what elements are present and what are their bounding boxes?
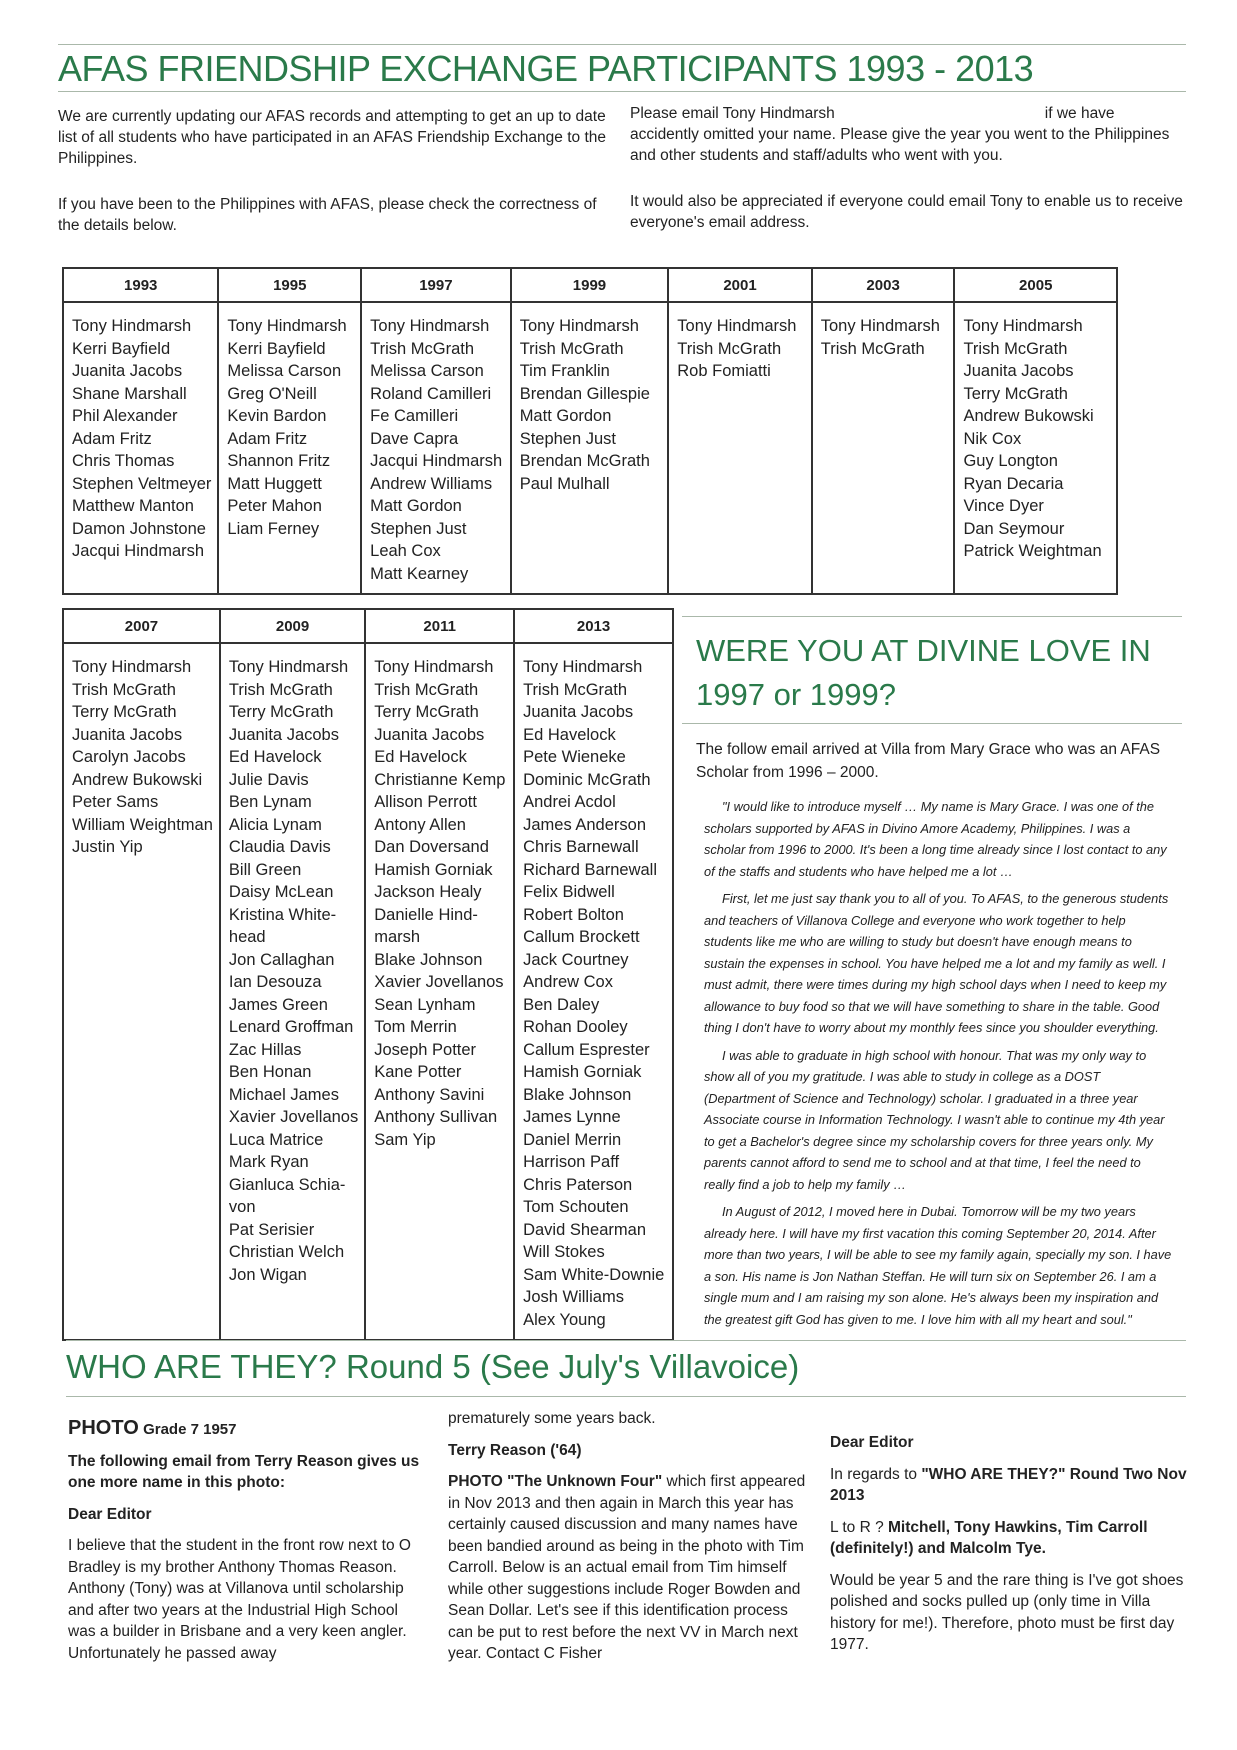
participant-name: Tony Hindmarsh — [72, 658, 192, 676]
participant-name: Alicia Lynam — [228, 815, 322, 834]
year-names-cell — [511, 302, 669, 594]
participant-name: Trish McGrath — [374, 680, 479, 699]
participant-name: Kristina White- — [228, 905, 337, 924]
participant-name: Blake Johnson — [374, 950, 483, 969]
photo-label: PHOTO "The Unknown Four" — [448, 1473, 663, 1490]
participant-name: Trish McGrath — [72, 680, 176, 699]
who-column-3 — [830, 1432, 1190, 1666]
year-header: 2003 — [812, 268, 955, 302]
who-column-1 — [68, 1418, 428, 1674]
page-title: AFAS FRIENDSHIP EXCHANGE PARTICIPANTS 1993 - 2013 — [58, 48, 1034, 89]
participant-name: Jacqui Hindmarsh — [370, 452, 503, 470]
participant-name: Ben Daley — [523, 995, 600, 1014]
email-request-text: Please email Tony Hindmarsh — [630, 105, 835, 122]
participant-name: Adam Fritz — [72, 429, 152, 448]
participant-name: Juanita Jacobs — [72, 725, 183, 744]
participant-name: William Weightman — [72, 815, 213, 834]
participant-name: Matt Huggett — [227, 474, 322, 493]
participant-name: Terry McGrath — [228, 703, 334, 721]
year-names-cell — [63, 302, 218, 594]
participant-name: Kevin Bardon — [227, 407, 327, 425]
year-names-cell — [218, 302, 361, 594]
participant-name: Nik Cox — [963, 429, 1022, 448]
participant-name: Melissa Carson — [227, 362, 342, 380]
divine-love-intro: The follow email arrived at Villa from Mary Grace who was an AFAS Scholar from 1996 – 2000. — [696, 741, 1161, 781]
participant-name: Ed Havelock — [523, 725, 616, 744]
participant-name: James Anderson — [523, 815, 646, 834]
participant-name: Roland Camilleri — [370, 384, 492, 403]
participant-name: Jack Courtney — [523, 950, 629, 969]
participant-name: Callum Brockett — [523, 928, 640, 946]
participant-name: Antony Allen — [374, 815, 466, 834]
year-names-cell — [812, 302, 955, 594]
participant-name: Tony Hindmarsh — [227, 317, 347, 335]
year-header: 2013 — [514, 609, 673, 643]
year-header: 2011 — [365, 609, 514, 643]
participant-name: Trish McGrath — [963, 339, 1068, 358]
year-header-row — [63, 268, 1117, 302]
participant-name: Melissa Carson — [370, 362, 484, 380]
participant-name: Xavier Jovellanos — [374, 973, 504, 991]
who-section-top-rule — [66, 1340, 1186, 1341]
participant-name: Trish McGrath — [677, 339, 782, 358]
participant-name: Chris Paterson — [523, 1175, 633, 1194]
participant-name: Tom Merrin — [374, 1018, 457, 1036]
year-names-cell — [220, 643, 365, 1340]
participant-name: Liam Ferney — [227, 519, 320, 538]
participant-name: Adam Fritz — [227, 429, 308, 448]
participant-name: Vince Dyer — [963, 497, 1044, 515]
participant-name: Richard Barnewall — [523, 860, 657, 879]
participant-name: Matthew Manton — [72, 497, 194, 515]
participant-name: Leah Cox — [370, 542, 441, 560]
participant-name: Robert Bolton — [523, 905, 624, 924]
email-paragraph: I was able to graduate in high school with honour. That was my only way to show all of you my gratitude. I was able to study in college as a DOST (Department of Science and Technology) scholar. I graduated in a three year Associate course in Information Technology. I wasn't able to continue my 4th year to get a Bachelor's degree since my scholarship covers for three years only. My parents cannot afford to send me to school and at that time, I feel the need to really find a job to help my family … — [704, 1047, 1165, 1192]
participant-name: Kerri Bayfield — [227, 339, 326, 358]
participant-name: Anthony Sullivan — [374, 1108, 498, 1126]
participant-name: Tony Hindmarsh — [519, 317, 639, 335]
participant-name: Greg O'Neill — [227, 384, 317, 403]
regards-text: In regards to — [830, 1465, 922, 1483]
who-are-they-heading: WHO ARE THEY? Round 5 (See July's Villavoice) — [66, 1348, 800, 1385]
names-row — [63, 302, 1117, 594]
participant-name: Tony Hindmarsh — [228, 658, 349, 676]
participant-name: Claudia Davis — [228, 838, 331, 856]
participant-name: Sean Lynham — [374, 995, 476, 1014]
divine-love-heading: WERE YOU AT DIVINE LOVE IN 1997 or 1999? — [682, 616, 1182, 724]
participant-name: Tom Schouten — [523, 1198, 629, 1216]
participant-name: Danielle Hind- — [374, 905, 478, 924]
participant-name: Daniel Merrin — [523, 1130, 622, 1149]
participant-name: Pete Wieneke — [523, 748, 626, 766]
participant-name: Stephen Just — [519, 429, 617, 448]
participant-name: Bill Green — [228, 860, 302, 879]
participant-name: Juanita Jacobs — [374, 725, 485, 744]
participant-name: James Lynne — [523, 1108, 621, 1126]
participant-name: Chris Thomas — [72, 452, 175, 470]
participant-name: Tony Hindmarsh — [72, 317, 192, 335]
year-header: 1997 — [361, 268, 511, 302]
participant-name: Carolyn Jacobs — [72, 748, 186, 766]
participant-name: Damon Johnstone — [72, 519, 206, 538]
names-list: Mitchell, Tony Hawkins, Tim Carroll (definitely!) and Malcolm Tye. — [830, 1518, 1148, 1557]
intro-paragraph-3 — [630, 103, 1185, 166]
participant-name: Joseph Potter — [374, 1040, 477, 1059]
participant-name: David Shearman — [523, 1220, 646, 1239]
year-names-cell — [361, 302, 511, 594]
participant-name: Hamish Gorniak — [523, 1063, 642, 1081]
participant-name: Shannon Fritz — [227, 452, 331, 470]
participant-name: Matt Gordon — [519, 407, 612, 425]
participant-name: Juanita Jacobs — [963, 362, 1074, 380]
year-names-cell — [668, 302, 811, 594]
participant-name: Zac Hillas — [228, 1040, 302, 1059]
participant-name: Matt Gordon — [370, 497, 462, 515]
year-header: 2001 — [668, 268, 811, 302]
participant-name: Tony Hindmarsh — [523, 658, 643, 676]
title-underline — [58, 91, 1186, 92]
email-paragraph: "I would like to introduce myself … My name is Mary Grace. I was one of the scholars supported by AFAS in Divino Amore Academy, Philippines. I was a scholar from 1996 to 2000. It's been a long time already since I lost contact to any of the staffs and students who have helped me a lot … — [704, 799, 1167, 879]
intro-paragraph-4: It would also be appreciated if everyone could email Tony to enable us to receive everyone's email address. — [630, 193, 1183, 231]
participant-name: Christian Welch — [228, 1243, 345, 1261]
intro-paragraph-1: We are currently updating our AFAS records and attempting to get an up to date list of all students who have participated in an AFAS Friendship Exchange to the Philippines. — [58, 108, 606, 167]
salutation: Dear Editor — [830, 1434, 914, 1451]
participant-name: Andrew Bukowski — [963, 407, 1094, 425]
participant-name: Dan Seymour — [963, 519, 1065, 538]
participant-name: Juanita Jacobs — [228, 725, 339, 744]
participant-name: Tony Hindmarsh — [370, 317, 490, 335]
salutation: Dear Editor — [68, 1505, 152, 1523]
participant-name: Tony Hindmarsh — [963, 317, 1083, 335]
participant-name: Alex Young — [523, 1310, 606, 1329]
participant-name: Tim Franklin — [519, 362, 610, 380]
participant-name: Ryan Decaria — [963, 474, 1064, 493]
participant-name: Juanita Jacobs — [72, 362, 183, 380]
participant-name: Jackson Healy — [374, 883, 482, 901]
participant-name: Stephen Just — [370, 519, 467, 538]
participant-name: Harrison Paff — [523, 1153, 620, 1171]
participant-name: Phil Alexander — [72, 407, 178, 425]
participant-name: Josh Williams — [523, 1288, 624, 1306]
participant-name: Peter Mahon — [227, 497, 322, 515]
participant-name: Jon Callaghan — [228, 950, 335, 969]
participant-name: Brendan McGrath — [519, 452, 650, 470]
participant-name: Chris Barnewall — [523, 838, 639, 856]
participant-name: Trish McGrath — [519, 339, 624, 358]
email-request-rest: if we have accidently omitted your name. Please give the year you went to the Philippines and other students and staff/adults who went with you. — [630, 105, 1170, 164]
continuation-text: prematurely some years back. — [448, 1410, 656, 1427]
participant-name: Anthony Savini — [374, 1085, 485, 1104]
who-column-2 — [448, 1408, 808, 1675]
year-header: 1995 — [218, 268, 361, 302]
participant-name: Ian Desouza — [228, 973, 322, 991]
year-header: 2005 — [954, 268, 1117, 302]
participant-name: Rob Fomiatti — [677, 362, 771, 380]
divine-love-article — [682, 616, 1182, 1336]
participant-name: Andrew Bukowski — [72, 770, 203, 789]
participant-name: Tony Hindmarsh — [677, 317, 797, 335]
participant-name: Jacqui Hindmarsh — [72, 542, 205, 560]
participant-name: Ed Havelock — [374, 748, 467, 766]
participants-table-2007-2013 — [62, 608, 674, 1341]
participant-name: Blake Johnson — [523, 1085, 632, 1104]
participant-name: Rohan Dooley — [523, 1018, 628, 1036]
participant-name: Paul Mulhall — [519, 474, 610, 493]
participant-name: Justin Yip — [72, 838, 143, 856]
participant-name: Gianluca Schia- — [228, 1175, 346, 1194]
mary-grace-email — [682, 796, 1182, 1330]
year-names-cell — [514, 643, 673, 1340]
participant-name: Daisy McLean — [228, 883, 334, 901]
participant-name: Luca Matrice — [228, 1130, 324, 1149]
participant-name: Andrew Cox — [523, 973, 613, 991]
participant-name: Patrick Weightman — [963, 542, 1102, 560]
participant-name: Fe Camilleri — [370, 407, 459, 425]
participant-name: Brendan Gillespie — [519, 384, 650, 403]
year-header: 2007 — [63, 609, 220, 643]
participant-name: Andrew Williams — [370, 474, 493, 493]
participant-name: Sam White-Downie — [523, 1265, 665, 1284]
participant-name: Peter Sams — [72, 793, 159, 811]
regards-reference: "WHO ARE THEY?" Round Two Nov 2013 — [830, 1465, 1187, 1504]
year-header: 1999 — [511, 268, 669, 302]
participants-table-1993-2005 — [62, 267, 1118, 595]
participant-name: Ed Havelock — [228, 748, 322, 766]
participant-name: James Green — [228, 995, 328, 1014]
year-names-cell — [63, 643, 220, 1340]
year-header: 2009 — [220, 609, 365, 643]
year-header-row — [63, 609, 673, 643]
participant-name: Tony Hindmarsh — [820, 317, 940, 335]
participant-name: Callum Esprester — [523, 1040, 650, 1059]
article-body: which first appeared in Nov 2013 and then again in March this year has certainly caused discussion and many names have been bandied around as being in the photo with Tim Carroll. Below is an actual email from Tim himself while other suggestions include Roger Bowden and Sean Dollar. Let's see if this identification process can be put to rest before the next VV in March next year. Contact C Fisher — [448, 1473, 806, 1662]
participant-name: Trish McGrath — [820, 339, 925, 358]
participant-name: Tony Hindmarsh — [374, 658, 494, 676]
participant-name: Lenard Groffman — [228, 1018, 354, 1036]
participant-name: head — [228, 928, 266, 946]
participant-name: Trish McGrath — [228, 680, 333, 699]
participant-name: Andrei Acdol — [523, 793, 616, 811]
participant-name: Terry McGrath — [374, 703, 479, 721]
participant-name: Michael James — [228, 1085, 339, 1104]
participant-name: Guy Longton — [963, 452, 1058, 470]
participant-name: Matt Kearney — [370, 564, 469, 583]
participant-name: Kane Potter — [374, 1063, 462, 1081]
year-header: 1993 — [63, 268, 218, 302]
participant-name: Jon Wigan — [228, 1265, 307, 1284]
participant-name: Terry McGrath — [963, 384, 1068, 403]
participant-name: Xavier Jovellanos — [228, 1108, 359, 1126]
participant-name: Hamish Gorniak — [374, 860, 493, 879]
lead-text: The following email from Terry Reason gives us one more name in this photo: — [68, 1452, 420, 1491]
email-paragraph: First, let me just say thank you to all of you. To AFAS, to the generous students and teachers of Villanova College and everyone who work together to help students like me who are willing to study but doesn't have enough means to sustain the expenses in school. You have helped me a lot and my family as well. I must admit, there were times during my high school days when I need to keep my allowance to buy food so that we will have something to share in the table. Good thing I don't have to worry about my monthly fees since you shoulder everything. — [704, 891, 1169, 1035]
participant-name: Allison Perrott — [374, 793, 477, 811]
who-section-bottom-rule — [66, 1396, 1186, 1397]
top-rule — [58, 44, 1186, 45]
participant-name: Terry McGrath — [72, 703, 177, 721]
letter-body: Would be year 5 and the rare thing is I've got shoes polished and socks pulled up (only time in Villa history for me!). Therefore, photo must be first day 1977. — [830, 1571, 1184, 1653]
names-prefix: L to R ? — [830, 1518, 889, 1536]
year-names-cell — [365, 643, 514, 1340]
intro-paragraph-2: If you have been to the Philippines with AFAS, please check the correctness of the details below. — [58, 196, 597, 234]
participant-name: Mark Ryan — [228, 1153, 309, 1171]
participant-name: Ben Lynam — [228, 793, 312, 811]
participant-name: Shane Marshall — [72, 384, 187, 403]
signature: Terry Reason ('64) — [448, 1441, 582, 1459]
participant-name: Pat Serisier — [228, 1220, 315, 1239]
participant-name: Christianne Kemp — [374, 770, 506, 789]
participant-name: Dominic McGrath — [523, 770, 651, 789]
participant-name: Ben Honan — [228, 1063, 312, 1081]
participant-name: Dave Capra — [370, 429, 459, 448]
participant-name: marsh — [374, 928, 421, 946]
participant-name: von — [228, 1198, 256, 1216]
participant-name: Will Stokes — [523, 1243, 605, 1261]
names-row — [63, 643, 673, 1340]
participant-name: Trish McGrath — [370, 339, 475, 358]
participant-name: Sam Yip — [374, 1130, 436, 1149]
photo-label: PHOTO — [68, 1417, 139, 1439]
participant-name: Kerri Bayfield — [72, 339, 171, 358]
participant-name: Trish McGrath — [523, 680, 627, 699]
participant-name: Juanita Jacobs — [523, 703, 634, 721]
email-paragraph: In August of 2012, I moved here in Dubai. Tomorrow will be my two years already here. I will have my first vacation this coming September 20, 2014. After more than two years, I will be able to see my family again, specially my son. I have a son. His name is Jon Nathan Steffan. He will turn six on September 26. I am a single mum and I am raising my son alone. He's always been my inspiration and the greatest gift God has given to me. I love him with all my heart and soul." — [704, 1204, 1172, 1327]
participant-name: Stephen Veltmeyer — [72, 474, 212, 493]
photo-sublabel: Grade 7 1957 — [143, 1421, 237, 1438]
participant-name: Julie Davis — [228, 770, 309, 789]
year-names-cell — [954, 302, 1117, 594]
participant-name: Felix Bidwell — [523, 883, 615, 901]
participant-name: Dan Doversand — [374, 838, 489, 856]
letter-body: I believe that the student in the front row next to O Bradley is my brother Anthony Thomas Reason. Anthony (Tony) was at Villanova until scholarship and after two years at the Industrial High School was a builder in Brisbane and a very keen angler. Unfortunately he passed away — [68, 1537, 411, 1662]
